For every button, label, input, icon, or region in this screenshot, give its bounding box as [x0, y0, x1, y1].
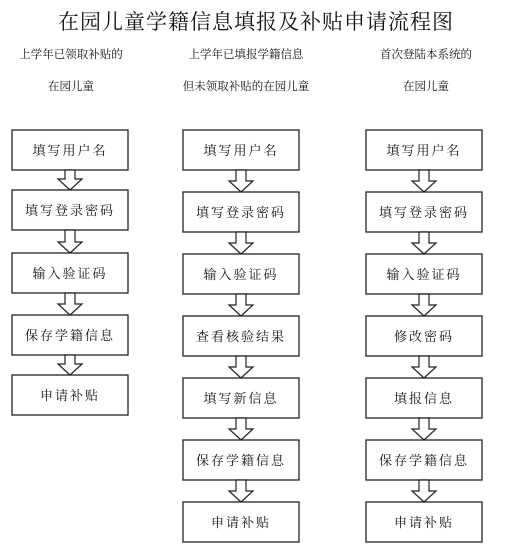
- step-box-2-3: [183, 254, 299, 294]
- step-label-1-3: 输入验证码: [32, 267, 108, 282]
- flow-arrow-1-4: [58, 355, 82, 375]
- step-label-2-5: 填写新信息: [203, 392, 279, 407]
- step-label-2-2: 填写登录密码: [195, 206, 287, 221]
- step-label-3-2: 填写登录密码: [378, 206, 470, 221]
- flow-arrow-3-6: [412, 480, 436, 502]
- flow-arrow-2-3: [229, 294, 253, 316]
- step-box-3-1: [366, 130, 482, 170]
- step-box-2-5: [183, 378, 299, 418]
- step-box-2-4: [183, 316, 299, 356]
- step-box-1-4: [12, 315, 128, 355]
- step-box-3-6: [366, 440, 482, 480]
- flow-arrow-2-1: [229, 170, 253, 192]
- step-box-3-4: [366, 316, 482, 356]
- step-box-3-2: [366, 192, 482, 232]
- step-box-1-3: [12, 253, 128, 293]
- flow-arrow-2-6: [229, 480, 253, 502]
- flow-arrow-3-5: [412, 418, 436, 440]
- page-title: 在园儿童学籍信息填报及补贴申请流程图: [58, 10, 454, 34]
- step-label-2-1: 填写用户名: [203, 144, 279, 159]
- column-heading-3-line-2: 在园儿童: [403, 79, 449, 93]
- step-label-1-1: 填写用户名: [32, 144, 108, 159]
- step-label-3-4: 修改密码: [393, 330, 455, 345]
- flow-arrow-1-1: [58, 170, 82, 190]
- column-heading-1-line-2: 在园儿童: [48, 79, 94, 93]
- step-label-2-6: 保存学籍信息: [195, 454, 287, 469]
- flow-arrow-1-3: [58, 293, 82, 315]
- column-heading-2-line-2: 但未领取补贴的在园儿童: [182, 79, 310, 93]
- flow-arrow-3-1: [412, 170, 436, 192]
- column-heading-3-line-1: 首次登陆本系统的: [380, 47, 472, 61]
- flow-arrow-3-2: [412, 232, 436, 254]
- step-label-1-5: 申请补贴: [39, 389, 101, 404]
- step-box-1-2: [12, 190, 128, 230]
- step-box-2-2: [183, 192, 299, 232]
- step-box-2-7: [183, 502, 299, 542]
- flow-arrow-3-4: [412, 356, 436, 378]
- column-heading-1-line-1: 上学年已领取补贴的: [19, 47, 123, 61]
- step-label-2-3: 输入验证码: [203, 268, 279, 283]
- flow-arrow-1-2: [58, 230, 82, 253]
- step-box-1-5: [12, 375, 128, 415]
- step-label-2-7: 申请补贴: [210, 516, 272, 531]
- step-box-2-6: [183, 440, 299, 480]
- step-box-3-3: [366, 254, 482, 294]
- step-box-3-7: [366, 502, 482, 542]
- step-label-3-7: 申请补贴: [393, 516, 455, 531]
- flow-arrow-2-4: [229, 356, 253, 378]
- step-box-2-1: [183, 130, 299, 170]
- step-label-3-5: 填报信息: [393, 392, 455, 407]
- step-label-3-1: 填写用户名: [386, 144, 462, 159]
- flow-arrow-2-5: [229, 418, 253, 440]
- step-label-3-6: 保存学籍信息: [378, 454, 470, 469]
- step-label-1-4: 保存学籍信息: [24, 329, 116, 344]
- step-label-3-3: 输入验证码: [386, 268, 462, 283]
- flow-arrow-2-2: [229, 232, 253, 254]
- step-box-3-5: [366, 378, 482, 418]
- flow-arrow-3-3: [412, 294, 436, 316]
- column-heading-2-line-1: 上学年已填报学籍信息: [188, 47, 304, 61]
- step-label-1-2: 填写登录密码: [24, 204, 116, 219]
- step-label-2-4: 查看核验结果: [195, 330, 287, 345]
- step-box-1-1: [12, 130, 128, 170]
